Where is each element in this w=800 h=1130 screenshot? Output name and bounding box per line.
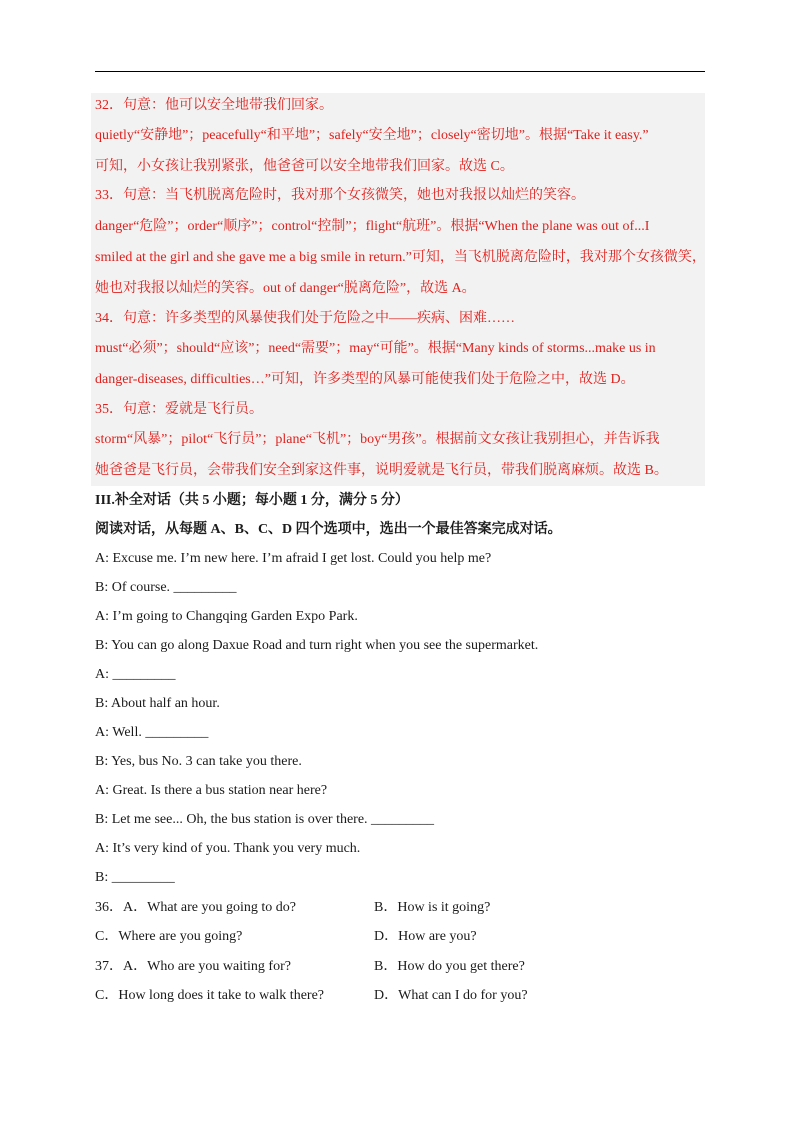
dialogue-line: B: Yes, bus No. 3 can take you there.	[95, 754, 302, 769]
dialogue-line: B: Let me see... Oh, the bus station is over there. _________	[95, 812, 435, 827]
dialogue-line: A: I’m going to Changqing Garden Expo Park.	[95, 609, 358, 624]
option-36-c: C．Where are you going?	[95, 929, 243, 944]
answer-line: smiled at the girl and she gave me a big smile in return.”可知，当飞机脱离危险时，我对那个女孩微笑，	[95, 250, 706, 265]
answer-line: 她爸爸是飞行员，会带我们安全到家这件事，说明爱就是飞行员，带我们脱离麻烦。故选 B。	[95, 463, 668, 478]
option-37-d: D．What can I do for you?	[374, 988, 528, 1003]
dialogue-line: B: You can go along Daxue Road and turn right when you see the supermarket.	[95, 638, 539, 653]
answer-line: 她也对我报以灿烂的笑容。out of danger“脱离危险”，故选 A。	[95, 281, 476, 296]
option-37-b: B．How do you get there?	[374, 959, 525, 974]
answer-line: quietly“安静地”；peacefully“和平地”；safely“安全地”；closely“密切地”。根据“Take it easy.”	[95, 128, 649, 143]
answer-line: 32．句意：他可以安全地带我们回家。	[95, 98, 333, 113]
option-36-a: 36．A．What are you going to do?	[95, 900, 297, 915]
answer-line: 可知，小女孩让我别紧张，他爸爸可以安全地带我们回家。故选 C。	[95, 159, 514, 174]
dialogue-line: B: About half an hour.	[95, 696, 220, 711]
dialogue-line: A: It’s very kind of you. Thank you very much.	[95, 841, 361, 856]
answer-line: storm“风暴”；pilot“飞行员”；plane“飞机”；boy“男孩”。根据前文女孩让我别担心，并告诉我	[95, 432, 660, 447]
dialogue-line: A: Excuse me. I’m new here. I’m afraid I get lost. Could you help me?	[95, 551, 492, 566]
dialogue-line: A: _________	[95, 667, 176, 682]
dialogue-line: A: Great. Is there a bus station near here?	[95, 783, 328, 798]
dialogue-line: B: Of course. _________	[95, 580, 237, 595]
answer-line: 34．句意：许多类型的风暴使我们处于危险之中——疾病、困难……	[95, 311, 515, 326]
dialogue-line: B: _________	[95, 870, 175, 885]
dialogue-line: A: Well. _________	[95, 725, 209, 740]
option-36-d: D．How are you?	[374, 929, 477, 944]
answer-line: 33．句意：当飞机脱离危险时，我对那个女孩微笑，她也对我报以灿烂的笑容。	[95, 188, 585, 203]
answer-line: danger“危险”；order“顺序”；control“控制”；flight“航班”。根据“When the plane was out of...I	[95, 219, 650, 234]
option-37-a: 37．A．Who are you waiting for?	[95, 959, 291, 974]
section-title: III.补全对话（共 5 小题；每小题 1 分，满分 5 分）	[95, 493, 409, 508]
answer-line: danger-diseases, difficulties…”可知，许多类型的风暴可能使我们处于危险之中，故选 D。	[95, 372, 635, 387]
answer-line: must“必须”；should“应该”；need“需要”；may“可能”。根据“Many kinds of storms...make us in	[95, 341, 656, 356]
section-instruction: 阅读对话，从每题 A、B、C、D 四个选项中，选出一个最佳答案完成对话。	[95, 522, 562, 537]
option-36-b: B．How is it going?	[374, 900, 491, 915]
option-37-c: C．How long does it take to walk there?	[95, 988, 325, 1003]
answer-line: 35．句意：爱就是飞行员。	[95, 402, 263, 417]
header-rule	[95, 71, 705, 72]
